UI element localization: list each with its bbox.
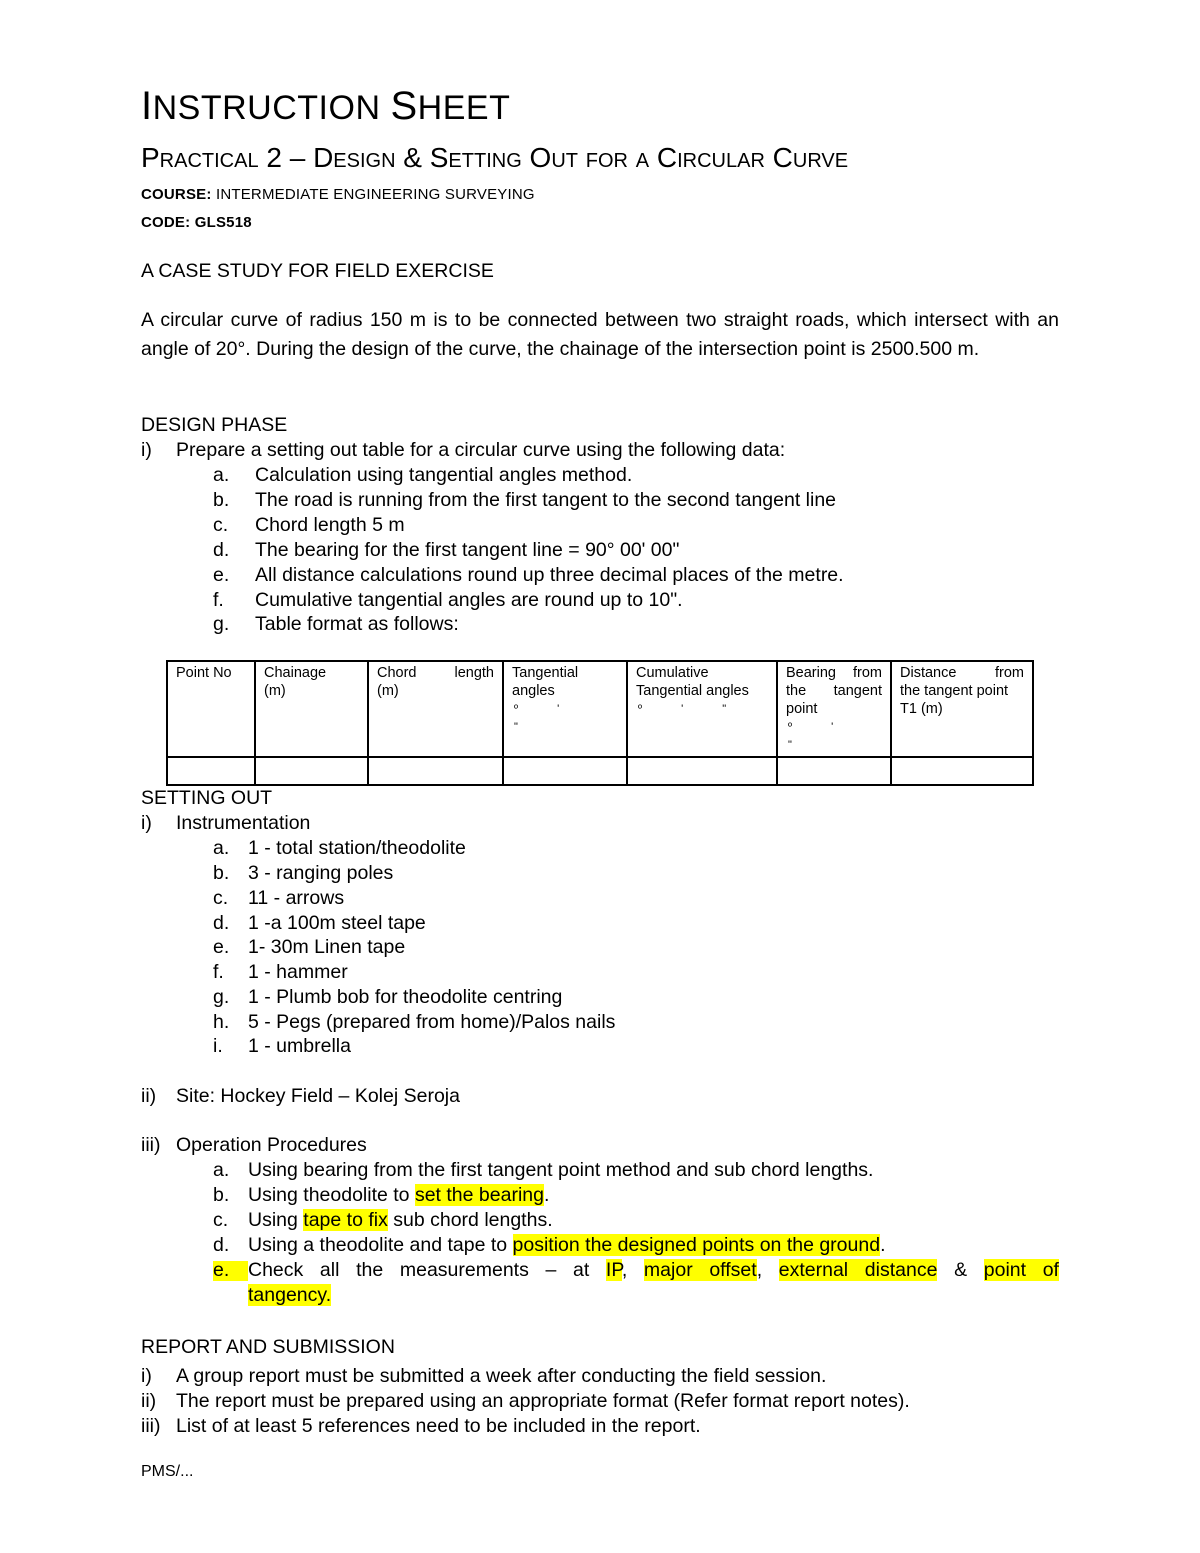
design-subitem: f. Cumulative tangential angles are round up to 10". bbox=[213, 589, 683, 611]
instrument-item: f. 1 - hammer bbox=[213, 961, 348, 983]
table-header-cell: Distance from the tangent point T1 (m) bbox=[891, 661, 1033, 757]
table-cell bbox=[777, 757, 891, 785]
instrumentation-heading: i) Instrumentation bbox=[141, 812, 311, 834]
course-value: INTERMEDIATE ENGINEERING SURVEYING bbox=[215, 186, 535, 203]
instrument-item: d. 1 -a 100m steel tape bbox=[213, 912, 426, 934]
report-item: iii) List of at least 5 references need to be included in the report. bbox=[141, 1415, 701, 1437]
table-header-cell: Bearing from the tangent point º ' " bbox=[777, 661, 891, 757]
procedure-item: b. Using theodolite to set the bearing. bbox=[213, 1184, 550, 1206]
design-phase-heading: DESIGN PHASE bbox=[141, 414, 288, 436]
design-subitem: e. All distance calculations round up three decimal places of the metre. bbox=[213, 564, 844, 586]
design-subitem: c. Chord length 5 m bbox=[213, 514, 405, 536]
instrument-item: b. 3 - ranging poles bbox=[213, 862, 394, 884]
table-cell bbox=[368, 757, 503, 785]
instrument-item: e. 1- 30m Linen tape bbox=[213, 936, 406, 958]
code-value: GLS518 bbox=[194, 214, 252, 231]
instrument-item: a. 1 - total station/theodolite bbox=[213, 837, 466, 859]
code-line: CODE: GLS518 bbox=[141, 214, 252, 231]
instrument-item: g. 1 - Plumb bob for theodolite centring bbox=[213, 986, 563, 1008]
instrument-item: i. 1 - umbrella bbox=[213, 1035, 351, 1057]
document-title bbox=[141, 84, 510, 129]
case-study-heading: A CASE STUDY FOR FIELD EXERCISE bbox=[141, 260, 494, 282]
highlight: tangency. bbox=[248, 1284, 332, 1306]
table-header-cell: Cumulative Tangential angles º ' " bbox=[627, 661, 777, 757]
table-cell bbox=[627, 757, 777, 785]
table-row bbox=[167, 757, 1033, 785]
table-header-cell: Chord length (m) bbox=[368, 661, 503, 757]
procedure-item: a. Using bearing from the first tangent point method and sub chord lengths. bbox=[213, 1159, 874, 1181]
table-header-cell: Chainage (m) bbox=[255, 661, 368, 757]
highlight: position the designed points on the ground bbox=[512, 1234, 881, 1256]
table-cell bbox=[503, 757, 627, 785]
procedure-item: e. bbox=[213, 1261, 248, 1281]
instrument-item: h. 5 - Pegs (prepared from home)/Palos nails bbox=[213, 1011, 616, 1033]
setting-out-table bbox=[166, 660, 1034, 786]
design-subitem: g. Table format as follows: bbox=[213, 613, 459, 635]
report-heading: REPORT AND SUBMISSION bbox=[141, 1336, 395, 1358]
course-line: COURSE: INTERMEDIATE ENGINEERING SURVEYING bbox=[141, 186, 535, 203]
design-subitem: a. Calculation using tangential angles method. bbox=[213, 464, 633, 486]
setting-out-heading: SETTING OUT bbox=[141, 787, 273, 809]
title-word2: HEET bbox=[417, 89, 511, 127]
design-subitem: d. The bearing for the first tangent line = 90° 00' 00" bbox=[213, 539, 680, 561]
table-header-cell: Point No bbox=[167, 661, 255, 757]
design-item-i: i) Prepare a setting out table for a circular curve using the following data: bbox=[141, 439, 786, 461]
table-header-cell: Tangential angles º ' " bbox=[503, 661, 627, 757]
design-subitem: b. The road is running from the first tangent to the second tangent line bbox=[213, 489, 837, 511]
highlight: point of bbox=[983, 1259, 1059, 1281]
title-word1: NSTRUCTION bbox=[152, 89, 381, 127]
highlight: external distance bbox=[778, 1259, 938, 1281]
procedures-heading: iii) Operation Procedures bbox=[141, 1134, 367, 1156]
highlight: set the bearing bbox=[414, 1184, 544, 1206]
title-initial: I bbox=[141, 84, 153, 128]
highlight: IP bbox=[605, 1259, 622, 1281]
report-item: ii) The report must be prepared using an appropriate format (Refer format report notes). bbox=[141, 1390, 910, 1412]
table-cell bbox=[891, 757, 1033, 785]
report-item: i) A group report must be submitted a week after conducting the field session. bbox=[141, 1365, 827, 1387]
procedure-item: d. Using a theodolite and tape to position the designed points on the ground. bbox=[213, 1234, 886, 1256]
procedure-item: c. Using tape to fix sub chord lengths. bbox=[213, 1209, 553, 1231]
instrument-item: c. 11 - arrows bbox=[213, 887, 345, 909]
site-line: ii) Site: Hockey Field – Kolej Seroja bbox=[141, 1085, 460, 1107]
procedure-item-e-line1: Check all the measurements – at IP, major offset, external distance & point of bbox=[248, 1259, 1059, 1281]
table-cell bbox=[255, 757, 368, 785]
procedure-item-e-line2 bbox=[248, 1286, 331, 1306]
practical-title: Practical 2 – Design & Setting Out for a Circular Curve bbox=[141, 142, 849, 173]
highlight: tape to fix bbox=[303, 1209, 388, 1231]
table-header-row bbox=[167, 661, 1033, 757]
highlight: major offset bbox=[643, 1259, 757, 1281]
case-study-paragraph: A circular curve of radius 150 m is to be connected between two straight roads, which intersect with an angle of 20°. During the design of the curve, the chainage of the intersection point is 2500.500 m. bbox=[141, 309, 1059, 360]
page-footer: PMS/... bbox=[141, 1463, 194, 1480]
table-cell bbox=[167, 757, 255, 785]
title-initial-2: S bbox=[390, 84, 418, 128]
